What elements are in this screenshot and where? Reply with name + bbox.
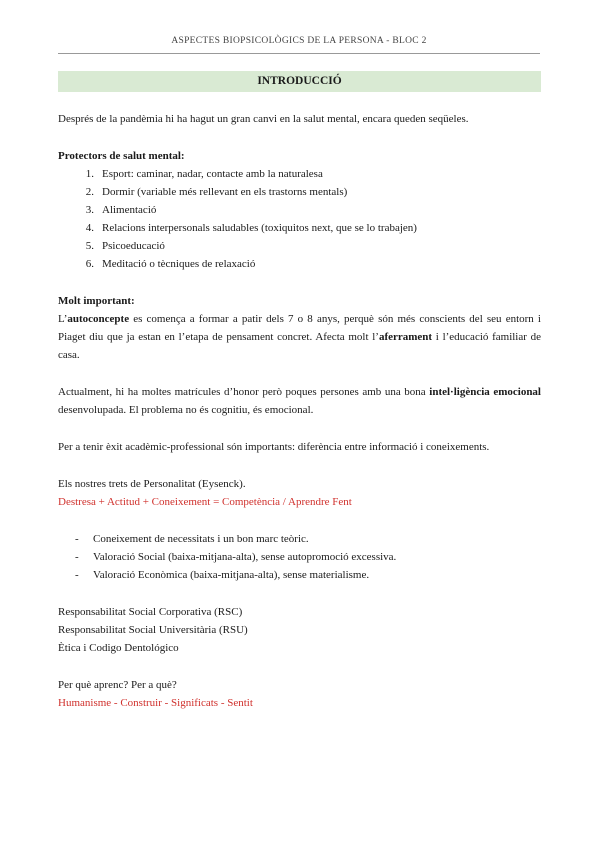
closing-question: Per què aprenc? Per a què? bbox=[58, 679, 177, 691]
list-item: - Valoració Econòmica (baixa-mitjana-alta), sense materialisme. bbox=[93, 566, 541, 584]
success-paragraph: Per a tenir èxit acadèmic-professional són importants: diferència entre informació i coneixements. bbox=[58, 441, 490, 453]
text-run: desenvolupada. El problema no és cognitiu, és emocional. bbox=[58, 404, 314, 416]
ethics-line: Ètica i Codigo Dentológico bbox=[58, 642, 179, 654]
list-item: Meditació o tècniques de relaxació bbox=[102, 258, 256, 270]
rsc-line: Responsabilitat Social Corporativa (RSC) bbox=[58, 606, 243, 618]
competence-formula: Destresa + Actitud + Coneixement = Competència / Aprendre Fent bbox=[58, 496, 352, 508]
list-item: Esport: caminar, nadar, contacte amb la naturalesa bbox=[102, 168, 323, 180]
bold-term: aferrament bbox=[378, 331, 433, 343]
text-run: Actualment, hi ha moltes matrícules d’honor però poques persones amb una bona bbox=[58, 386, 430, 398]
autoconcepte-paragraph bbox=[58, 310, 541, 364]
header-divider bbox=[58, 53, 540, 54]
list-item: Psicoeducació bbox=[102, 240, 165, 252]
emotional-intelligence-paragraph bbox=[58, 383, 541, 419]
protectors-heading: Protectors de salut mental: bbox=[58, 150, 185, 162]
list-item: Dormir (variable més rellevant en els trastorns mentals) bbox=[102, 186, 348, 198]
intro-paragraph: Després de la pandèmia hi ha hagut un gran canvi en la salut mental, encara queden seqüeles. bbox=[58, 113, 469, 125]
list-item: - Coneixement de necessitats i un bon marc teòric. bbox=[93, 530, 541, 548]
text-run: L’ bbox=[58, 313, 68, 325]
document-body bbox=[58, 110, 541, 712]
section-title: INTRODUCCIÓ bbox=[58, 71, 541, 92]
closing-answer: Humanisme - Construir - Significats - Sentit bbox=[58, 697, 253, 709]
bold-term: intel·ligència emocional bbox=[429, 386, 541, 398]
rsu-line: Responsabilitat Social Universitària (RSU) bbox=[58, 624, 248, 636]
list-item: - Valoració Social (baixa-mitjana-alta), sense autopromoció excessiva. bbox=[93, 548, 541, 566]
text-run: es comença a formar a patir dels 7 o 8 anys, perquè són més conscients del seu entorn i Piaget diu que ja estan en l’etapa de pensament concret. Afecta molt l’ bbox=[58, 313, 541, 343]
running-header: ASPECTES BIOPSICOLÒGICS DE LA PERSONA - BLOC 2 bbox=[171, 36, 427, 46]
list-item: Relacions interpersonals saludables (toxiquitos next, que se lo trabajen) bbox=[102, 222, 417, 234]
list-item: Alimentació bbox=[102, 204, 157, 216]
bold-term: autoconcepte bbox=[67, 313, 130, 325]
text-run: i l’educació familiar de casa. bbox=[58, 331, 541, 361]
important-heading: Molt important: bbox=[58, 295, 135, 307]
protectors-list bbox=[58, 165, 541, 273]
values-list bbox=[58, 530, 541, 584]
personality-line: Els nostres trets de Personalitat (Eysenck). bbox=[58, 478, 246, 490]
